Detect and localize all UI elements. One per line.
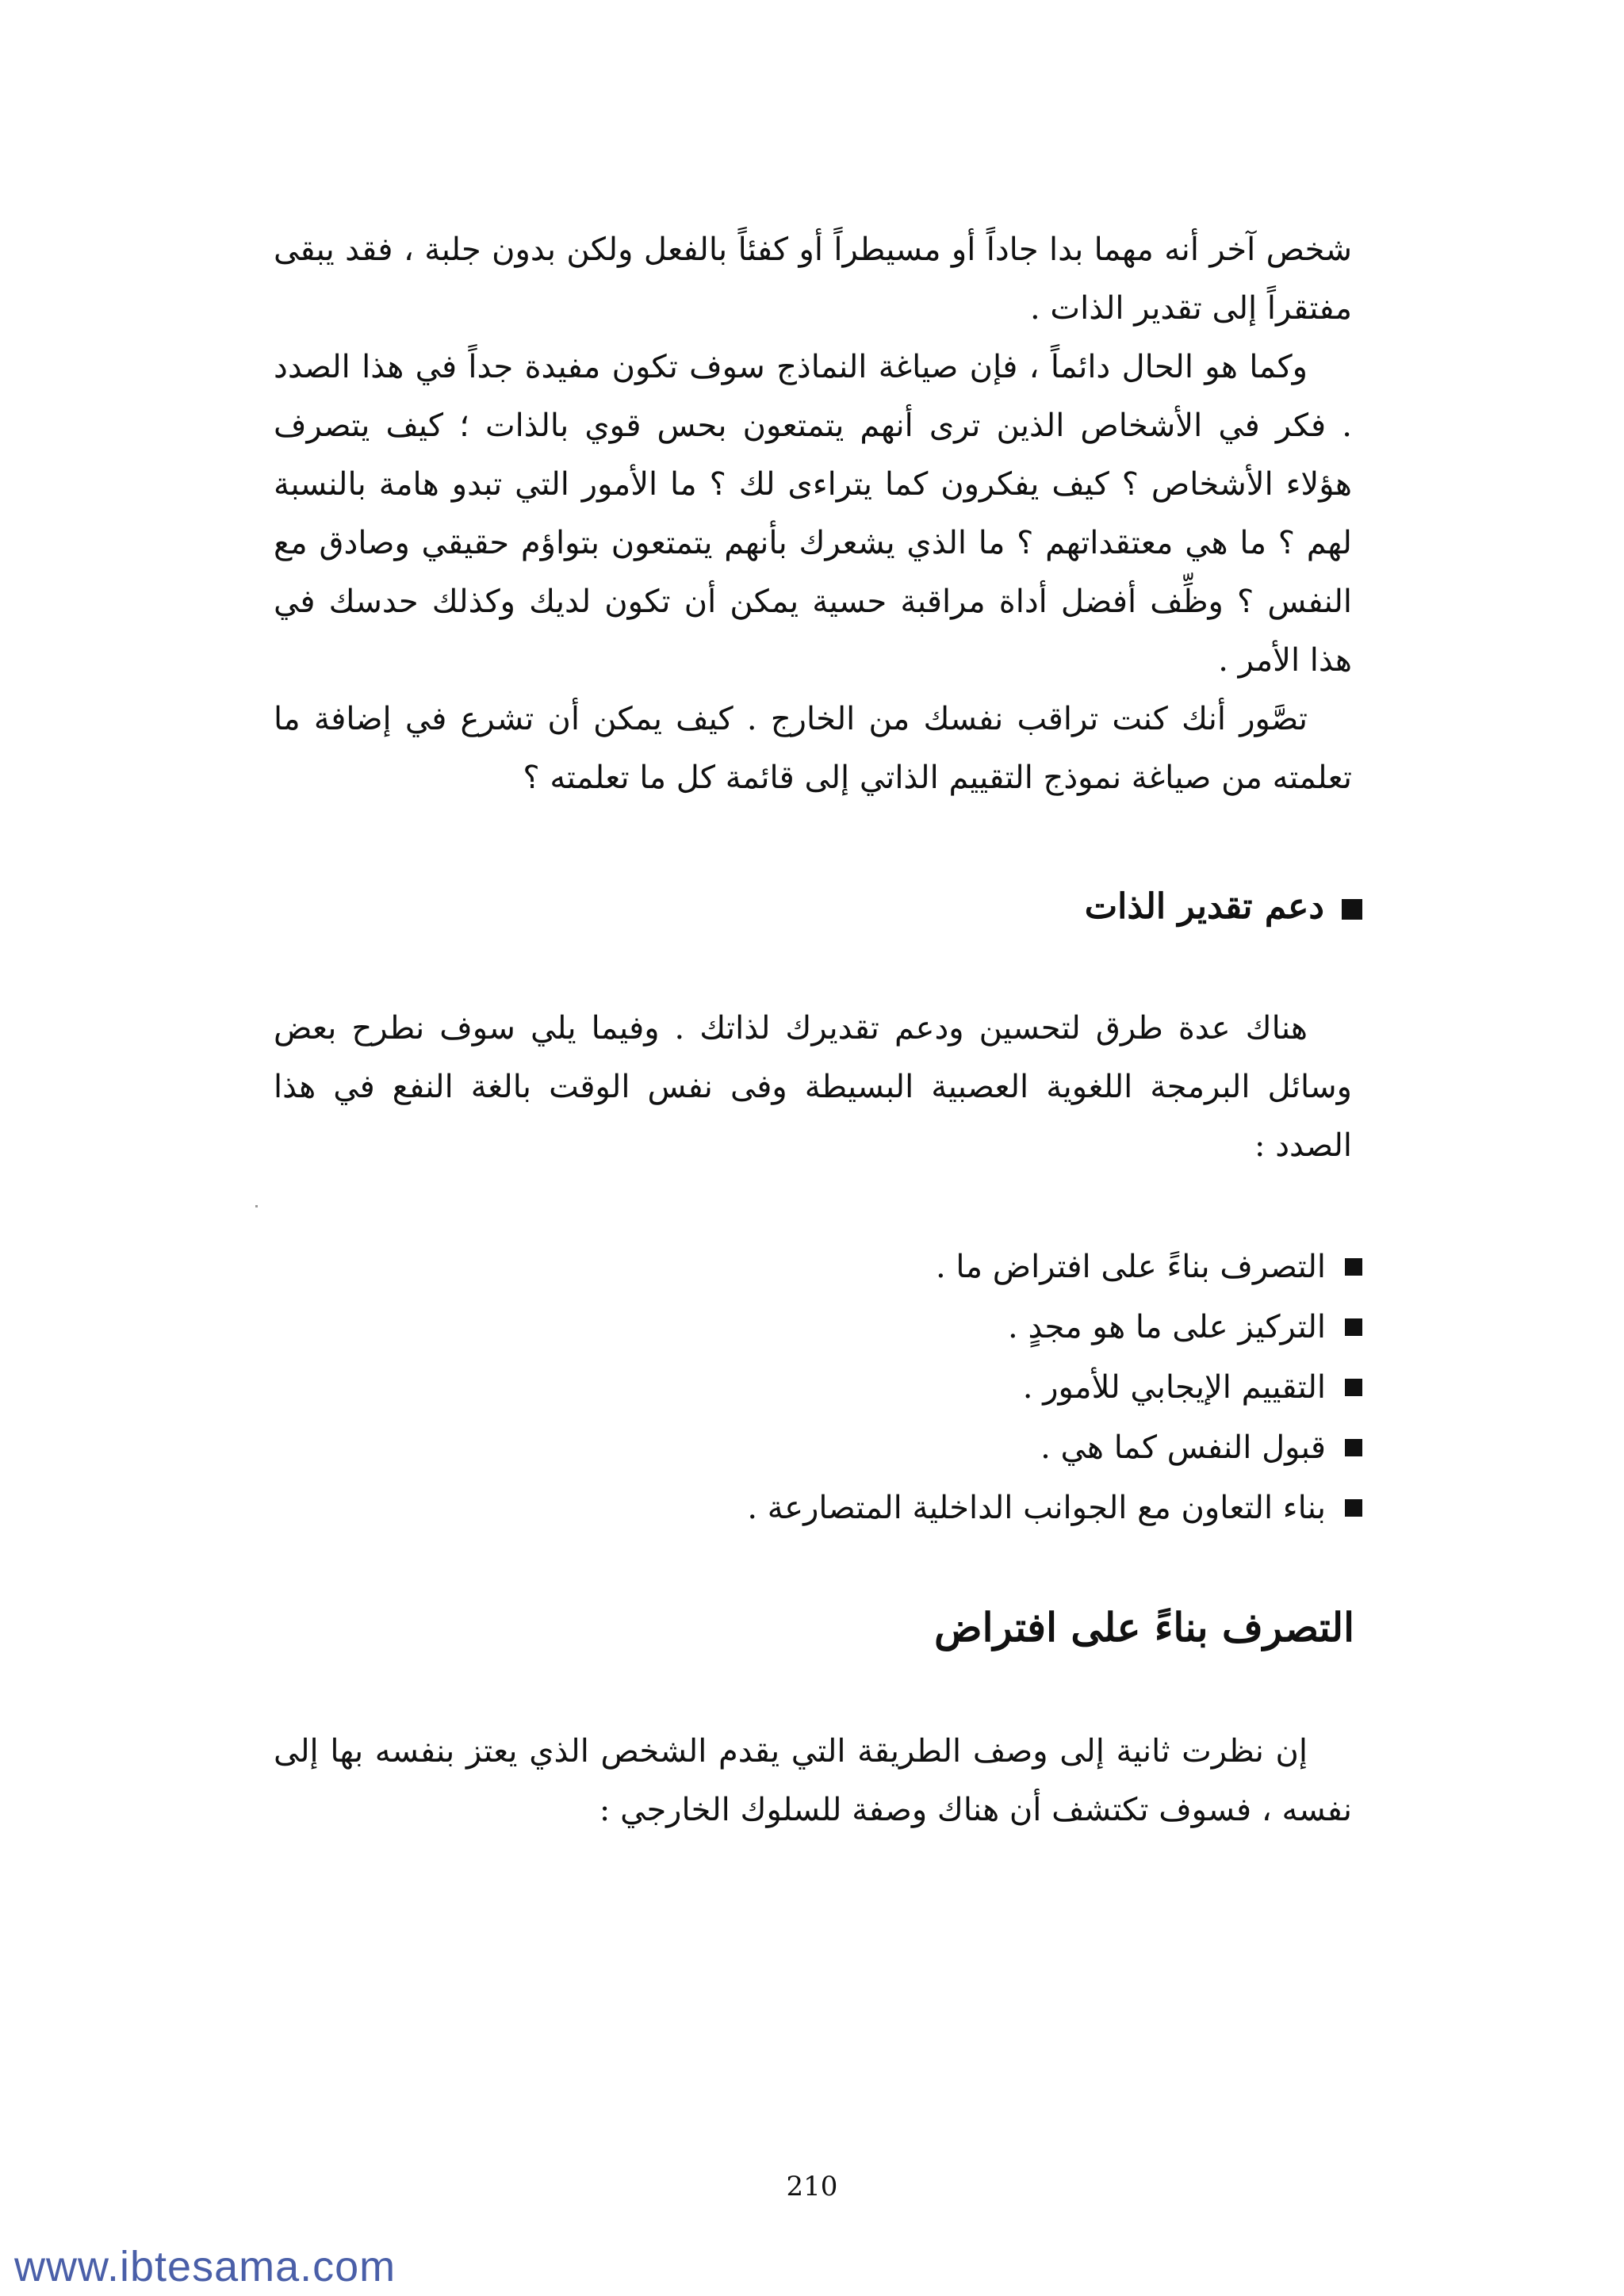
section-heading [1085, 882, 1362, 932]
subheading: التصرف بناءً على افتراض [934, 1604, 1354, 1651]
paragraph-imagine: تصَّور أنك كنت تراقب نفسك من الخارج . كيف يمكن أن تشرع في إضافة ما تعلمته من صياغة نموذج التقييم الذاتي إلى قائمة كل ما تعلمته ؟ [274, 701, 1352, 796]
list-item: قبول النفس كما هي . [747, 1418, 1362, 1478]
list-item: بناء التعاون مع الجوانب الداخلية المتصارعة . [747, 1478, 1362, 1538]
square-bullet-icon [1345, 1499, 1362, 1517]
page-number: 210 [786, 2171, 838, 2202]
body-text-block-bottom [274, 1722, 1352, 1839]
list-item: التصرف بناءً على افتراض ما . [747, 1237, 1362, 1297]
paragraph-continuation: شخص آخر أنه مهما بدا جاداً أو مسيطراً أو كفئاً بالفعل ولكن بدون جلبة ، فقد يبقى مفتقراً إلى تقدير الذات . [274, 232, 1352, 327]
square-bullet-icon [1345, 1318, 1362, 1336]
square-bullet-icon [1345, 1439, 1362, 1456]
paragraph-outer-behavior: إن نظرت ثانية إلى وصف الطريقة التي يقدم الشخص الذي يعتز بنفسه بها إلى نفسه ، فسوف تكتشف أن هناك وصفة للسلوك الخارجي : [274, 1733, 1352, 1828]
list-item: التركيز على ما هو مجدٍ . [747, 1297, 1362, 1357]
section-heading-text: دعم تقدير الذات [1084, 886, 1324, 927]
list-item: التقييم الإيجابي للأمور . [747, 1357, 1362, 1418]
methods-list [747, 1237, 1362, 1538]
paragraph-methods-intro: هناك عدة طرق لتحسين ودعم تقديرك لذاتك . وفيما يلي سوف نطرح بعض وسائل البرمجة اللغوية العصبية البسيطة وفى نفس الوقت بالغة النفع في هذا الصدد : [274, 1010, 1352, 1164]
square-bullet-icon [1342, 899, 1362, 920]
watermark-url: www.ibtesama.com [14, 2243, 396, 2290]
square-bullet-icon [1345, 1379, 1362, 1396]
scan-speck [255, 1205, 258, 1207]
paragraph-modeling: وكما هو الحال دائماً ، فإن صياغة النماذج سوف تكون مفيدة جداً في هذا الصدد . فكر في الأشخاص الذين ترى أنهم يتمتعون بحس قوي بالذات ؛ كيف يتصرف هؤلاء الأشخاص ؟ كيف يفكرون كما يتراءى لك ؟ ما الأمور التي تبدو هامة بالنسبة لهم ؟ ما هي معتقداتهم ؟ ما الذي يشعرك بأنهم يتمتعون بتواؤم حقيقي وصادق مع النفس ؟ وظِّف أفضل أداة مراقبة حسية يمكن أن تكون لديك وكذلك حدسك في هذا الأمر . [274, 349, 1352, 679]
body-text-block-middle [274, 999, 1352, 1175]
body-text-block-top [274, 220, 1352, 807]
square-bullet-icon [1345, 1258, 1362, 1276]
